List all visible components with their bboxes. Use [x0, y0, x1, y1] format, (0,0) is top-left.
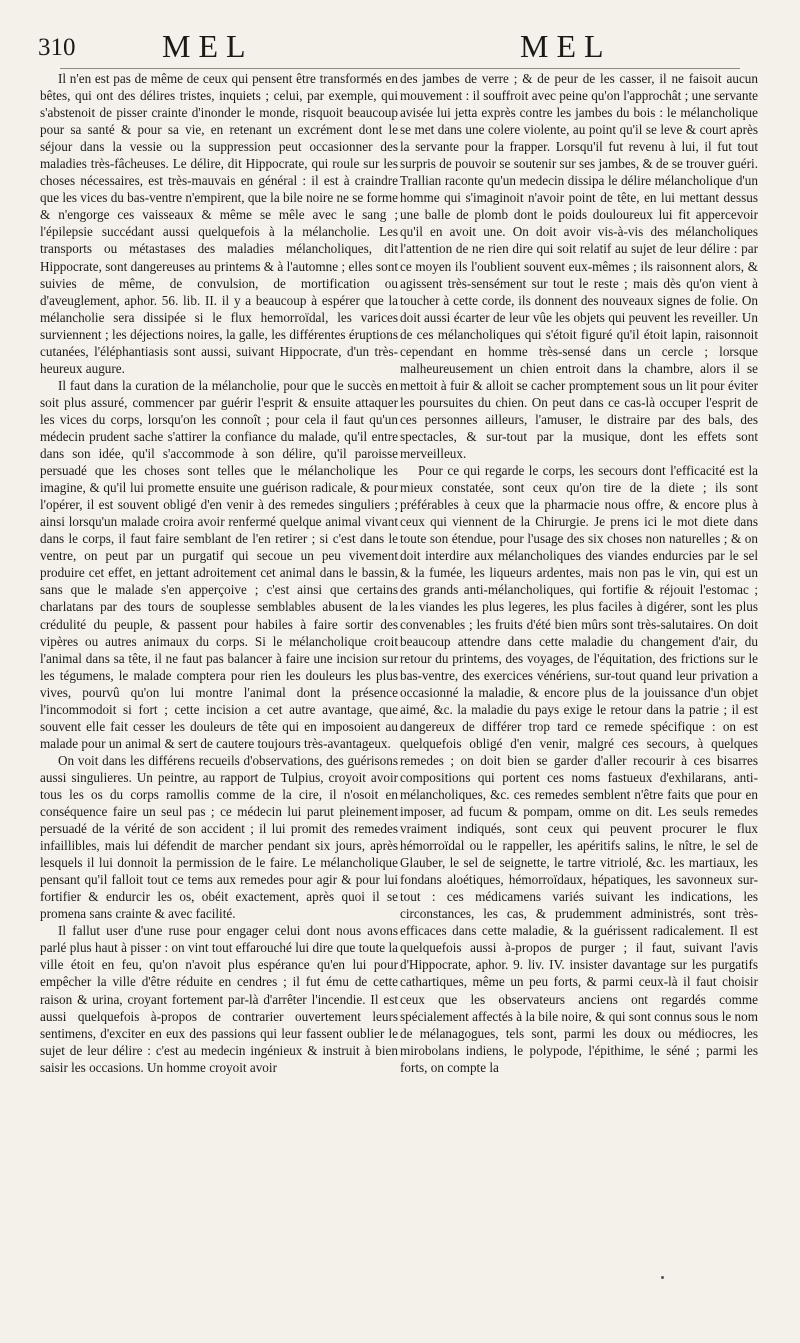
left-column [40, 70, 398, 1300]
ink-speck [661, 1276, 664, 1279]
right-paragraph-1: des jambes de verre ; & de peur de les casser, il ne faisoit aucun mouvement : il souffroit avec peine qu'on l'approchât ; une servante avisée lui jetta exprès contre les jambes du bois : le mélancholique se met dans une colere violente, au point qu'il se leve & court après la servante pour la frapper. Lorsqu'il fut revenu à lui, il fut tout surpris de pouvoir se soutenir sur ses jambes, & de se trouver guéri. Trallian raconte qu'un medecin dissipa le délire mélancholique d'un homme qui s'imaginoit n'avoir point de tête, en lui mettant dessus une balle de plomb dont le poids douloureux lui fit appercevoir qu'il en avoit une. On doit avoir vis-à-vis des mélancholiques l'attention de ne rien dire qui soit relatif au sujet de leur délire : par ce moyen ils l'oublient souvent eux-mêmes ; ils raisonnent alors, & agissent très-sensément sur tout le reste ; mais dès qu'on vient à toucher à cette corde, ils donnent des nouveaux signes de folie. On doit aussi écarter de leur vûe les objets qui peuvent les reveiller. Un de ces mélancholiques qui s'étoit figuré qu'il étoit lapin, raisonnoit cependant en homme très-sensé dans un cercle ; lorsque malheureusement un chien entroit dans la chambre, alors il se mettoit à fuir & alloit se cacher promptement sous un lit pour éviter les poursuites du chien. On peut dans ce cas-là occuper l'esprit de ces personnes ailleurs, l'amuser, le distraire par des bals, des spectacles, & sur-tout par la musique, dont les effets sont merveilleux. [400, 71, 758, 462]
running-head-right: MEL [520, 28, 612, 64]
right-paragraph-2: Pour ce qui regarde le corps, les secours dont l'efficacité est la mieux constatée, sont ceux qu'on tire de la diete ; ils sont préférables à ceux que la pharmacie nous offre, & encore plus à ceux qui viennent de la Chirurgie. Je prens ici le mot diete dans toute son étendue, pour l'usage des six choses non naturelles ; & on doit interdire aux mélancholiques des viandes endurcies par le sel & la fumée, les liqueurs ardentes, mais non pas le vin, qui est un des grands anti-mélancholiques, qui fortifie & réjouit l'estomac ; les viandes les plus legeres, les plus faciles à digérer, sont les plus convenables ; les fruits d'été bien mûrs sont très-salutaires. On doit beaucoup attendre dans cette maladie du changement d'air, du retour du printems, des voyages, de l'équitation, des frictions sur le bas-ventre, des exercices vénériens, sur-tout quand leur privation a occasionné la maladie, & encore plus de la jouissance d'un objet aimé, &c. la maladie du pays exige le retour dans la patrie ; il est dangereux de différer trop tard ce remede spécifique : on est quelquefois obligé d'en venir, malgré ces secours, à quelques remedes ; on doit bien se garder d'aller recourir à ces bisarres compositions qui portent ces noms fastueux d'exhilarans, anti-mélancholiques, &c. ces remedes semblent n'être faits que pour en imposer, ad fucum & pompam, omme on dit. Les seuls remedes vraiment indiqués, sont ceux qui peuvent procurer le flux hémorroïdal ou le rappeller, les apéritifs salins, le nître, le sel de Glauber, le sel de seignette, le tartre vitriolé, &c. les martiaux, les fondans aloétiques, hémorroïdaux, hépatiques, les savonneux sur-tout : ces médicamens variés suivant les indications, les circonstances, les cas, & prudemment administrés, sont très-efficaces dans cette maladie, & la guérissent radicalement. Il est quelquefois aussi à-propos de purger ; il faut, suivant l'avis d'Hippocrate, aphor. 9. liv. IV. insister davantage sur les purgatifs cathartiques, même un peu forts, & parmi ceux-là il faut choisir ceux que les observateurs anciens ont regardés comme spécialement affectés à la bile noire, & qui sont connus sous le nom de mélanagogues, tels sont, parmi les doux ou médiocres, les mirobolans indiens, le polypode, l'épithime, le séné ; parmi les forts, on compte la [400, 463, 758, 1075]
page-header [0, 28, 800, 72]
left-paragraph-4: Il fallut user d'une ruse pour engager celui dont nous avons parlé plus haut à pisser : on vint tout effarouché lui dire que toute la ville étoit en feu, qu'on n'avoit plus espérance qu'en lui pour empêcher la ville d'être réduite en cendres ; il fut ému de cette raison & urina, croyant fortement par-là d'arrêter l'incendie. Il est aussi quelquefois à-propos de contrarier ouvertement leurs sentimens, d'exciter en eux des passions qui leur fassent oublier le sujet de leur délire : c'est au medecin ingénieux & instruit à bien saisir les occasions. Un homme croyoit avoir [40, 923, 398, 1075]
right-column [400, 70, 758, 1300]
page-number: 310 [38, 34, 76, 61]
left-paragraph-3: On voit dans les différens recueils d'observations, des guérisons aussi singulieres. Un peintre, au rapport de Tulpius, croyoit avoir tous les os du corps ramollis comme de la cire, il n'osoit en conséquence faire un seul pas ; ce médecin lui parut pleinement persuadé de la vérité de son accident ; il lui promit des remedes infaillibles, mais lui défendit de marcher pendant six jours, après lesquels il lui donnoit la permission de le faire. Le mélancholique pensant qu'il falloit tout ce tems aux remedes pour agir & pour lui fortifier & endurcir les os, obéit exactement, après quoi il se promena sans crainte & avec facilité. [40, 752, 398, 922]
left-paragraph-1: Il n'en est pas de même de ceux qui pensent être transformés en bêtes, qui ont des délires tristes, inquiets ; celui, par exemple, qui s'abstenoit de pisser crainte d'inonder le monde, risquoit beaucoup pour sa santé & pour sa vie, en retenant un excrément dont le séjour dans la vessie ou la suppression peut occasionner des maladies très-fâcheuses. Le délire, dit Hippocrate, qui roule sur les choses nécessaires, est très-mauvais en général : il est à craindre que les vices du bas-ventre n'empirent, que la bile noire ne se forme & n'engorge ces vaisseaux & même se mêle avec le sang ; l'épilepsie succédant aussi quelquefois à la mélancholie. Les transports ou métastases des maladies mélancholiques, dit Hippocrate, sont dangereuses au printems & à l'automne ; elles sont suivies de même, de convulsion, de mortification ou d'aveuglement, aphor. 56. lib. II. il y a beaucoup à espérer que la mélancholie sera dissipée si le flux hemorroïdal, les varices surviennent ; les déjections noires, la galle, les différentes éruptions cutanées, l'éléphantiasis sont aussi, suivant Hippocrate, d'un très-heureux augure. [40, 71, 398, 376]
left-paragraph-2: Il faut dans la curation de la mélancholie, pour que le succès en soit plus assuré, commencer par guérir l'esprit & ensuite attaquer les vices du corps, lorsqu'on les connoît ; pour cela il faut qu'un médecin prudent sache s'attirer la confiance du malade, qu'il entre dans son idée, qu'il s'accommode à son délire, qu'il paroisse persuadé que les choses sont telles que le mélancholique les imagine, & qu'il lui promette ensuite une guérison radicale, & pour l'opérer, il est souvent obligé d'en venir à des remedes singuliers ; ainsi lorsqu'un malade croira avoir renfermé quelque animal vivant dans le corps, il faut faire semblant de l'en retirer ; si c'est dans le ventre, on peut par un purgatif qui secoue un peu vivement produire cet effet, en jettant adroitement cet animal dans le bassin, sans que le malade s'en apperçoive ; c'est ainsi que certains charlatans par des tours de souplesse semblables abusent de la crédulité du peuple, & passent pour habiles à faire sortir des vipères ou autres animaux du corps. Si le mélancholique croit l'animal dans sa tête, il ne faut pas balancer à faire une incision sur les tégumens, le malade comptera pour rien les douleurs les plus vives, pourvû qu'on lui montre l'animal dont la présence l'incommodoit si fort ; cette incision a cet autre avantage, que souvent elle fait cesser les douleurs de tête qui en imposoient au malade pour un animal & sert de cautere toujours très-avantageux. [40, 377, 398, 751]
running-head-left: MEL [162, 28, 254, 64]
header-rule [60, 68, 740, 69]
